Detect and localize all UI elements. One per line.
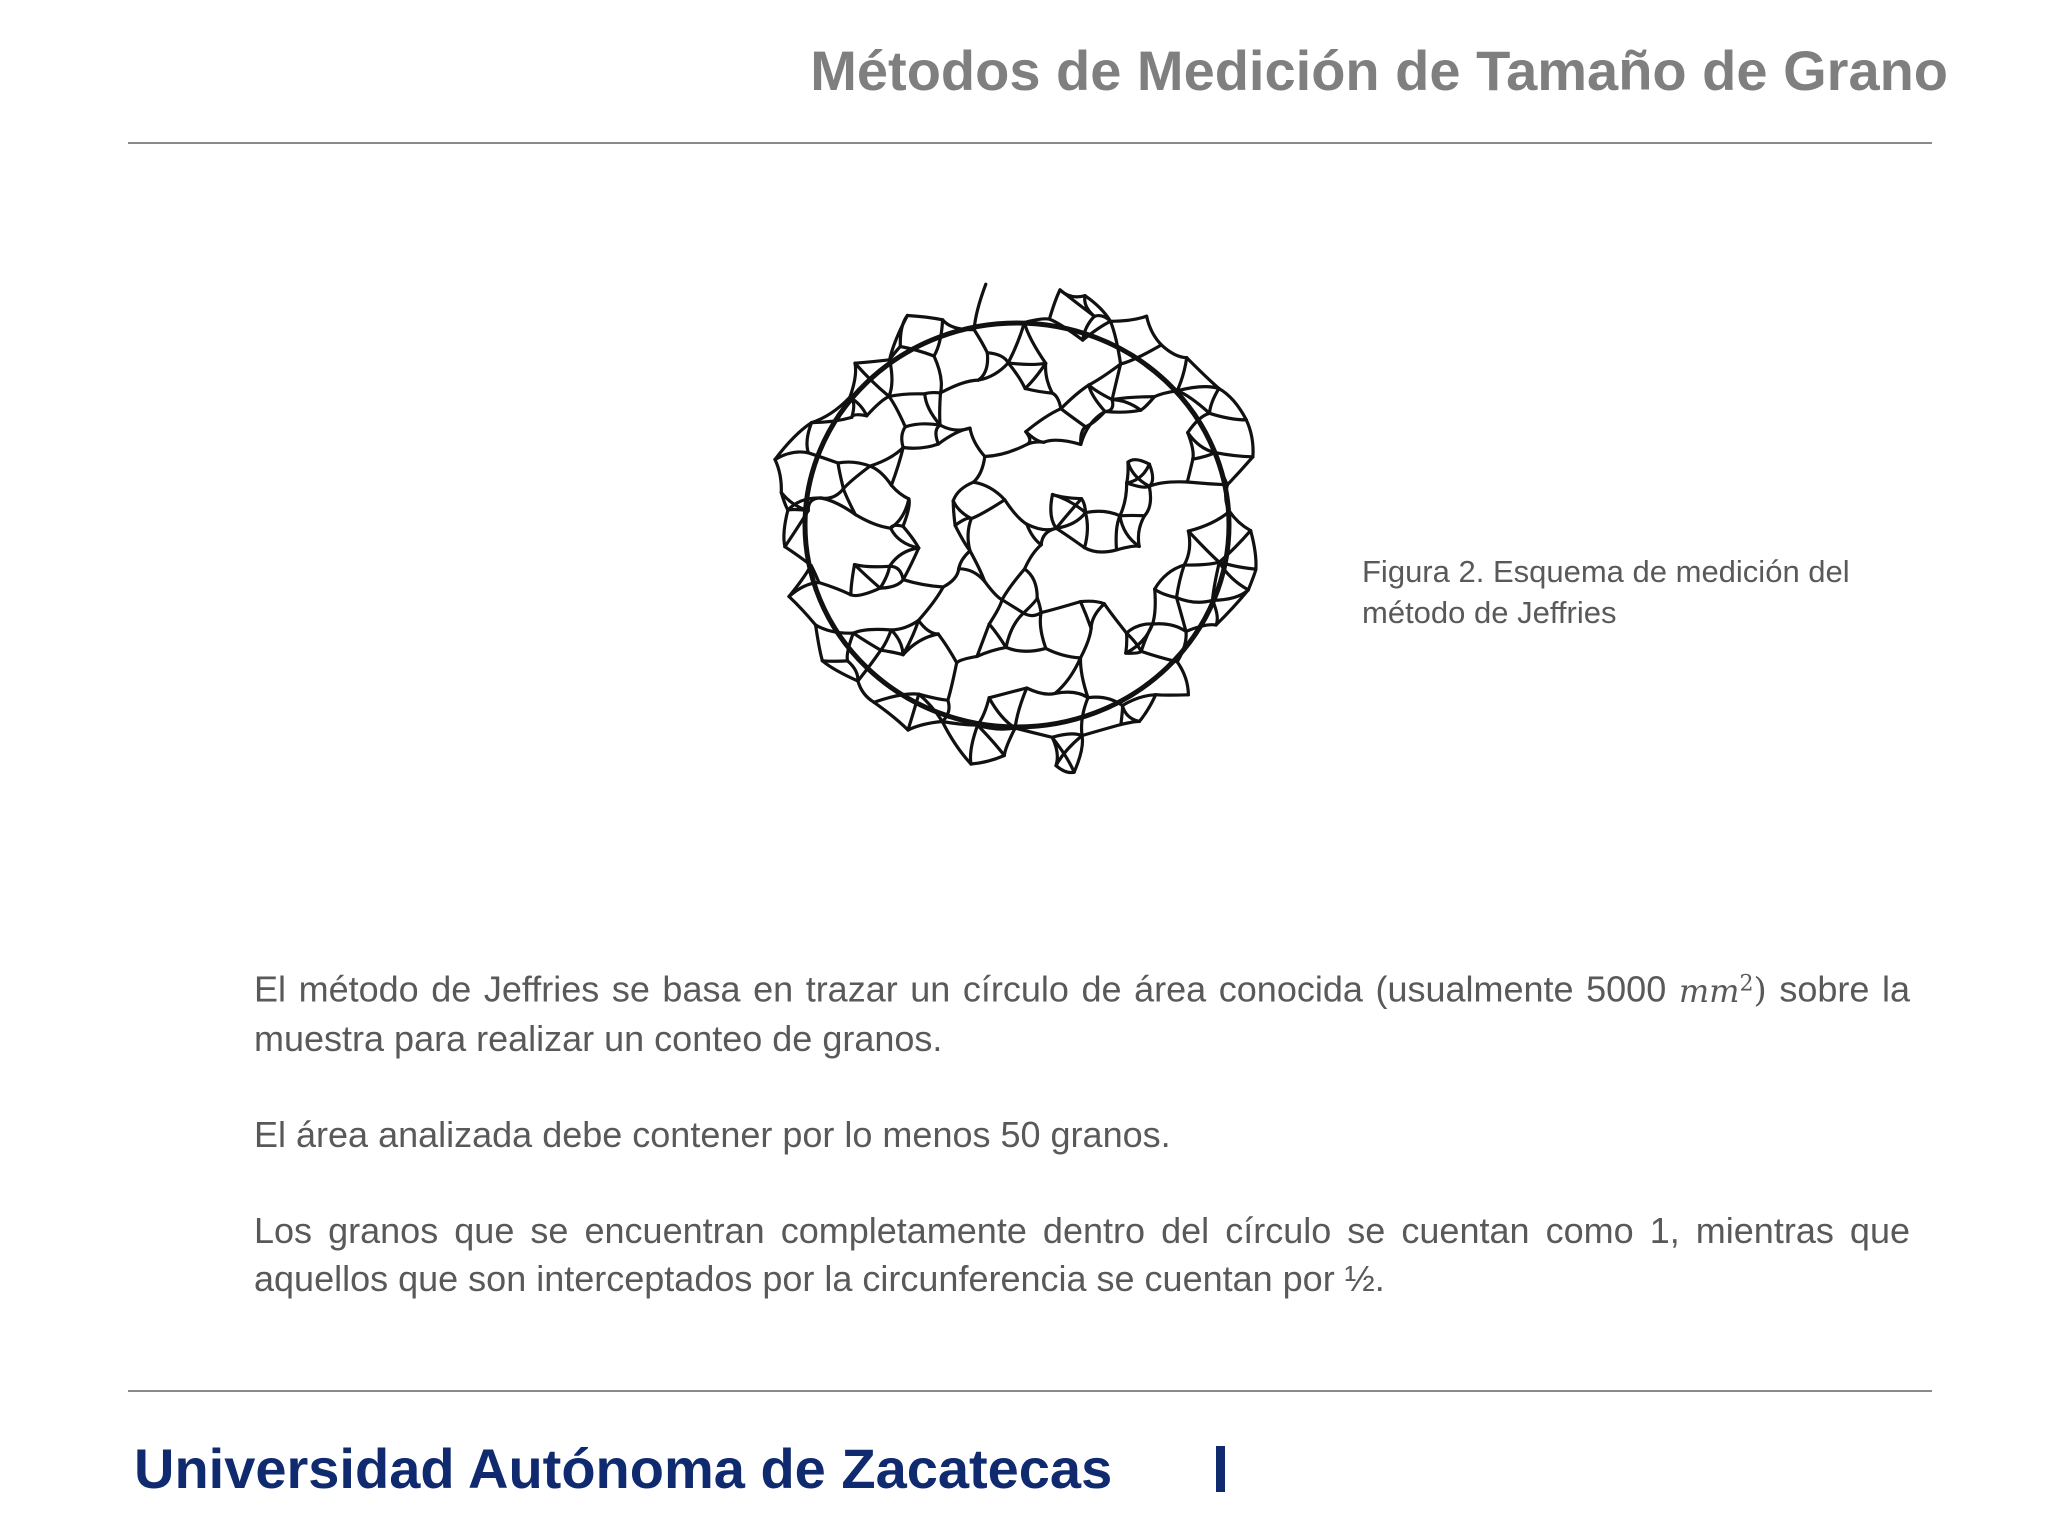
grain-boundary <box>943 569 959 587</box>
grain-boundary <box>1025 569 1038 598</box>
grain-boundary <box>970 428 985 456</box>
grain-boundary <box>971 756 1004 765</box>
grain-boundary <box>1104 604 1126 633</box>
grain-boundary <box>953 482 973 501</box>
grain-boundary <box>1187 482 1227 485</box>
grain-boundary <box>853 629 891 633</box>
grain-boundary <box>1085 513 1088 548</box>
grain-boundary <box>855 515 890 529</box>
grain-boundary <box>789 597 816 626</box>
grain-boundary <box>1040 613 1046 649</box>
grain-boundary <box>1112 397 1154 400</box>
grain-boundary <box>1026 409 1061 432</box>
grain-boundary <box>973 482 1004 500</box>
grain-boundary <box>1028 442 1044 444</box>
grain-boundary <box>1112 400 1141 411</box>
grain-boundary <box>808 453 838 463</box>
grain-boundary <box>957 656 977 662</box>
grain-boundary <box>1122 706 1139 722</box>
grain-boundary <box>1024 613 1042 616</box>
grain-boundary <box>903 444 938 448</box>
grain-boundary <box>858 681 874 702</box>
grain-boundary <box>1052 734 1082 737</box>
grain-boundary <box>1061 409 1086 427</box>
grain-boundary <box>1006 613 1024 647</box>
grain-boundary <box>940 393 941 425</box>
grain-boundary <box>1008 363 1045 365</box>
grain-boundary <box>925 394 940 425</box>
grain-boundary <box>934 356 941 393</box>
grain-boundary <box>1046 648 1081 658</box>
grain-boundary <box>936 425 940 444</box>
grain-boundary <box>1024 323 1045 364</box>
grain-boundary <box>1025 363 1046 388</box>
grain-boundary <box>974 330 987 353</box>
grain-boundary <box>970 725 977 764</box>
grain-boundary <box>987 353 1008 363</box>
grain-boundary <box>1216 590 1248 625</box>
grain-boundary <box>1246 420 1253 457</box>
grain-boundary <box>1055 692 1088 698</box>
grain-boundary <box>1227 457 1253 485</box>
grain-boundary <box>775 460 781 493</box>
grain-boundary <box>838 463 843 489</box>
grain-boundary <box>985 581 1002 599</box>
grain-boundary <box>891 525 903 528</box>
grain-boundary <box>1105 410 1141 412</box>
grain-boundary <box>816 625 823 661</box>
grain-boundary <box>1056 528 1084 547</box>
grain-boundary <box>890 566 904 579</box>
grain-boundary <box>908 722 942 731</box>
grain-boundary <box>1081 602 1092 629</box>
grain-boundary <box>1081 628 1092 658</box>
grain-boundary <box>1184 562 1219 565</box>
grain-boundary <box>974 284 986 329</box>
grain-boundary <box>1126 633 1127 653</box>
grain-boundary <box>1230 511 1251 530</box>
grain-boundary <box>973 457 984 483</box>
grain-boundary <box>1051 495 1056 529</box>
grain-boundary <box>1052 393 1061 409</box>
grain-boundary <box>1082 725 1121 736</box>
grain-boundary <box>989 688 1027 698</box>
grain-boundary <box>1161 345 1186 358</box>
grain-boundary <box>1004 728 1015 755</box>
grain-boundary <box>978 363 1008 380</box>
grain-boundary <box>989 624 1006 647</box>
grain-boundary <box>1025 389 1052 394</box>
grain-boundary <box>1210 389 1219 414</box>
grain-boundary <box>1046 363 1053 393</box>
grain-boundary <box>919 587 944 620</box>
grain-boundary <box>1177 387 1219 391</box>
grain-boundary <box>1080 658 1088 698</box>
grain-boundary <box>959 551 970 569</box>
grain-boundary <box>1024 598 1038 613</box>
grain-boundary <box>1153 589 1156 624</box>
grain-boundary <box>855 565 890 567</box>
grain-boundary <box>838 462 870 466</box>
grain-boundary <box>1008 363 1025 389</box>
header-divider <box>128 142 1932 144</box>
grain-boundary <box>1002 569 1025 600</box>
grain-boundary <box>891 485 909 499</box>
grain-boundary <box>1015 728 1052 737</box>
grain-boundary <box>938 634 957 663</box>
grain-boundary <box>1153 624 1186 632</box>
grain-boundary <box>1117 546 1140 550</box>
grain-boundary <box>1215 453 1253 457</box>
grain-boundary <box>1006 647 1046 651</box>
grain-boundary <box>948 663 957 701</box>
grain-boundary <box>889 394 925 397</box>
grain-boundary <box>870 466 891 485</box>
paragraph-method-description: El método de Jeffries se basa en trazar un círculo de área conocida (usualmente 5000 $mm^2$) sobre la muestra para realizar un conteo de granos. <box>254 968 1910 1059</box>
grain-boundary <box>1049 290 1060 319</box>
grain-boundary <box>1149 464 1152 486</box>
grain-boundary <box>970 551 985 582</box>
grain-boundary <box>1008 323 1024 363</box>
grain-boundary <box>1184 531 1190 565</box>
grain-boundary <box>819 583 851 595</box>
grain-boundary <box>1061 385 1089 409</box>
grain-boundary <box>1081 601 1105 604</box>
grain-boundary <box>851 565 855 595</box>
jeffries-measurement-circle <box>805 323 1229 727</box>
grain-boundary <box>1145 486 1151 516</box>
grain-boundary <box>1138 516 1144 547</box>
grain-boundary <box>867 396 889 415</box>
grain-boundary <box>1147 316 1162 345</box>
grain-boundary <box>1027 688 1055 694</box>
grain-boundary <box>1055 658 1080 694</box>
footer-university-name: Universidad Autónoma de Zacatecas <box>134 1437 1113 1500</box>
grain-boundary <box>1121 721 1140 724</box>
grain-boundary <box>1025 545 1042 569</box>
grain-boundary <box>1128 460 1149 465</box>
grain-boundary <box>919 620 939 634</box>
grain-boundary <box>1120 516 1139 547</box>
grain-boundary <box>880 566 889 588</box>
grain-boundary <box>1177 598 1213 603</box>
grain-boundary <box>903 580 943 587</box>
grain-boundary <box>1141 397 1155 411</box>
grain-boundary <box>942 722 971 765</box>
grain-boundary <box>1086 511 1120 516</box>
grain-boundary <box>889 396 905 426</box>
grain-boundary <box>1041 602 1080 613</box>
figure-caption: Figura 2. Esquema de medición del método de Jeffries <box>1362 554 1850 630</box>
grain-boundary <box>1177 662 1188 695</box>
grain-boundary <box>953 501 971 519</box>
grain-boundary <box>905 424 940 427</box>
grain-boundary <box>989 600 1002 624</box>
slide-title: Métodos de Medición de Tamaño de Grano <box>810 39 1948 102</box>
grain-boundary <box>852 415 867 418</box>
grain-boundary <box>1248 569 1256 590</box>
grain-boundary <box>1139 695 1155 722</box>
jeffries-grain-diagram <box>745 270 1285 790</box>
footer-divider <box>128 1390 1932 1392</box>
grain-boundary <box>1193 453 1215 460</box>
grain-boundary <box>1111 316 1147 321</box>
paragraph-counting-rule: Los granos que se encuentran completamente dentro del círculo se cuentan como 1, mientras que aquellos que son interceptados por la circunferencia se cuentan por ½. <box>254 1209 1910 1299</box>
grain-boundary <box>1219 389 1246 420</box>
grain-boundary <box>941 380 979 393</box>
grain-boundary <box>1149 482 1187 486</box>
grain-boundary <box>907 316 942 320</box>
grain-boundary <box>1044 440 1081 444</box>
grain-boundary <box>1120 483 1127 516</box>
grain-boundary <box>881 630 891 650</box>
grain-boundary <box>1177 565 1185 598</box>
grain-boundary <box>1187 358 1219 389</box>
footer-separator-bar <box>1216 1446 1225 1492</box>
grain-boundary <box>968 519 971 551</box>
grain-boundary <box>891 528 919 548</box>
paragraph-minimum-grains: El área analizada debe contener por lo menos 50 granos. <box>254 1113 1171 1155</box>
body-text <box>254 960 1910 1303</box>
grain-boundary <box>851 588 880 595</box>
grain-boundary <box>978 353 987 380</box>
grain-boundary <box>1155 589 1177 598</box>
grain-boundary <box>1105 400 1113 412</box>
grain-boundary <box>1091 604 1104 629</box>
grain-boundary <box>1002 600 1024 613</box>
grain-boundary <box>1251 531 1256 570</box>
grain-boundary <box>1210 413 1247 420</box>
grain-boundary <box>985 444 1028 457</box>
grain-boundary <box>1005 500 1027 524</box>
grain-boundary <box>1187 459 1193 482</box>
grain-boundary <box>1085 548 1117 552</box>
grain-boundary <box>971 500 1004 519</box>
grain-boundary <box>925 393 941 394</box>
math-mm-squared: $mm^2$ <box>1678 971 1754 1010</box>
grain-boundary <box>1089 385 1105 412</box>
grain-boundary <box>1015 688 1027 728</box>
grain-boundary <box>881 650 903 655</box>
grain-boundary <box>978 698 990 725</box>
grain-boundary <box>853 633 881 650</box>
grain-boundary <box>855 360 890 363</box>
grain-boundary <box>874 702 908 730</box>
grain-boundary <box>1188 531 1219 562</box>
grain-boundary <box>1177 358 1187 391</box>
grain-boundary <box>843 466 870 489</box>
grain-boundary <box>821 489 843 499</box>
grain-boundary <box>1188 511 1229 531</box>
grain-boundary <box>902 427 906 448</box>
